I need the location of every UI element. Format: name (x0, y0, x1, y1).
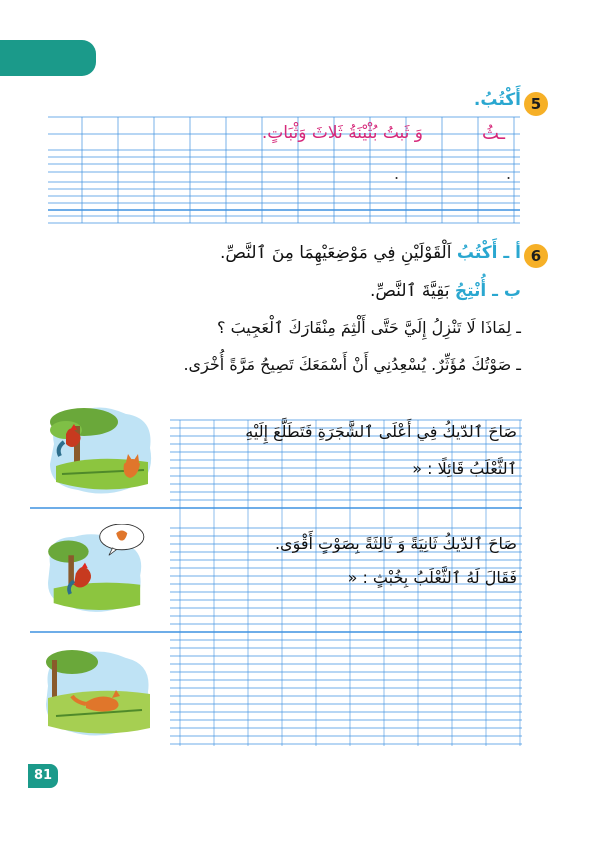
fox-field-illustration-3 (42, 646, 154, 738)
guide-dot: . (394, 164, 400, 183)
rooster-fox-illustration-2 (40, 524, 152, 616)
part-b-verb: أُنْتِجُ (454, 281, 487, 301)
part-a-letter: أ (515, 243, 521, 263)
part-a-verb: أَكْتُبُ (456, 243, 498, 263)
passage-2-line-1: صَاحَ ٱلدّيكُ ثَانِيَةً وَ ثَالِثَةً بِصَوْتٍ أَقْوَى. (274, 534, 517, 553)
model-letter: ـثُ (482, 123, 505, 144)
guide-dot: . (506, 164, 512, 183)
exercise-6-number: 6 (524, 244, 548, 268)
exercise-6-part-b: ب ـ أُنْتِجُ بَقِيَّةَ ٱلنَّصِّ. (369, 281, 521, 301)
exercise-5-number: 5 (524, 92, 548, 116)
rooster-fox-illustration-1 (44, 404, 156, 496)
passage-1-line-1: صَاحَ ٱلدّيكُ فِي أَعْلَى ٱلشَّجَرَةِ فَتَطَلَّعَ إِلَيْهِ (245, 422, 517, 441)
page-number: 81 (28, 764, 58, 788)
passage-1-line-2: ٱلثَّعْلَبُ قَائِلًا : « (412, 459, 517, 478)
quote-bullet-2: ـ صَوْتُكَ مُؤَثِّرٌ. يُسْعِدُنِي أَنْ أَسْمَعَكَ تَصِيحُ مَرَّةً أُخْرَى. (183, 355, 521, 374)
exercise-6-part-a: أ ـ أَكْتُبُ اَلْقَوْلَيْنِ فِي مَوْضِعَيْهِمَا مِنَ ٱلنَّصِّ. (219, 243, 521, 263)
part-b-letter: ب (503, 281, 521, 301)
part-b-text: بَقِيَّةَ ٱلنَّصِّ. (369, 281, 450, 301)
quote-bullet-1: ـ لِمَاذَا لَا تَنْزِلُ إِلَيَّ حَتَّى أَلْثِمَ مِنْقَارَكَ ٱلْعَجِيبَ ؟ (216, 318, 521, 337)
passage-2-line-2: فَقَالَ لَهُ ٱلثَّعْلَبُ بِخُبْثٍ : « (347, 568, 517, 587)
part-a-text: اَلْقَوْلَيْنِ فِي مَوْضِعَيْهِمَا مِنَ ٱلنَّصِّ. (219, 243, 452, 263)
exercise-5-instruction: أَكْتُبُ. (473, 90, 521, 110)
model-sentence: وَ ثَبتُ بُثْيْنَةُ ثَلاثَ وَثْبَاتٍ. (261, 123, 423, 143)
